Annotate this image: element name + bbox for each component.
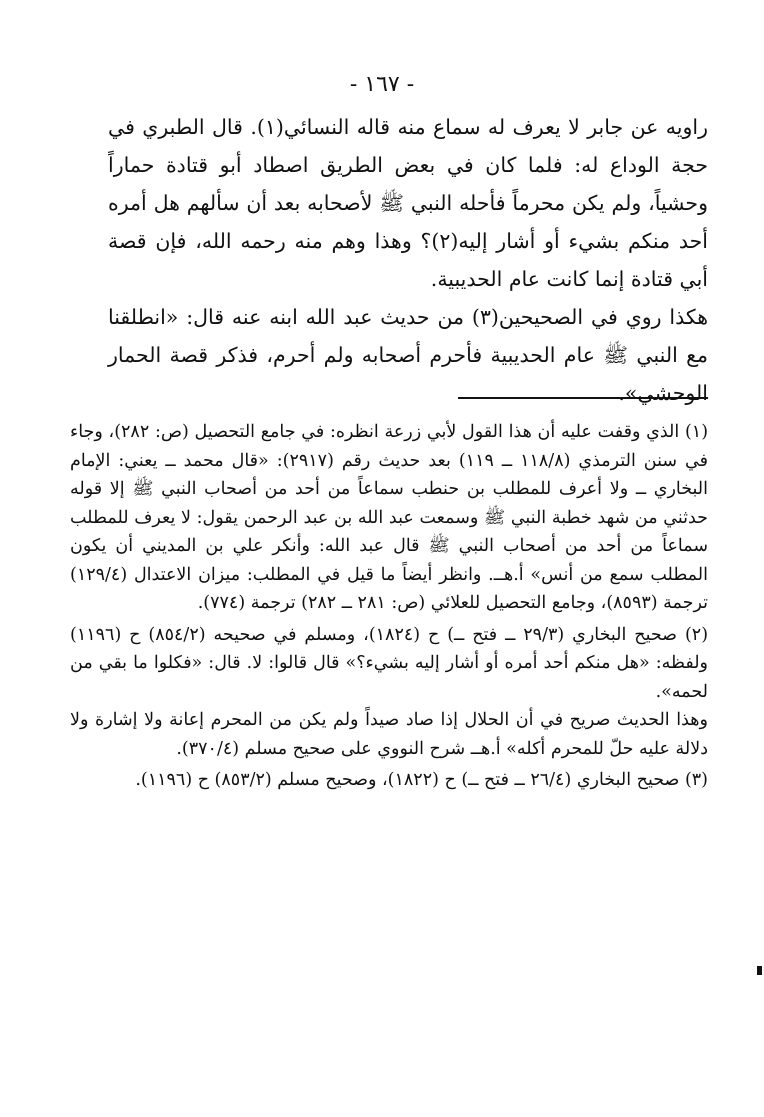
footnote-2-text: (٢) صحيح البخاري (٢٩/٣ ــ فتح ــ) ح (١٨٢٤)، ومسلم في صحيحه (٨٥٤/٢) ح (١١٩٦) ولفظه: «هل منكم أحد أمره أو أشار إليه بشيء؟» قال قالوا: لا. قال: «فكلوا ما بقي من لحمه».: [70, 624, 709, 702]
footnote-1: [70, 418, 708, 618]
footnote-1-text: (١) الذي وقفت عليه أن هذا القول لأبي زرعة انظره: في جامع التحصيل (ص: ٢٨٢)، وجاء في سنن الترمذي (١١٨/٨ ــ ١١٩) بعد حديث رقم (٢٩١٧): «قال محمد ــ يعني: الإمام البخاري ــ ولا أعرف للمطلب بن حنطب سماعاً من أحد من أصحاب النبي ﷺ إلا قوله حدثني من شهد خطبة النبي ﷺ وسمعت عبد الله بن عبد الرحمن يقول: لا يعرف للمطلب سماعاً من أحد من أصحاب النبي ﷺ قال عبد الله: وأنكر علي بن المديني أن يكون المطلب سمع من أنس» أ.هــ. وانظر أيضاً ما قيل في المطلب: ميزان الاعتدال (١٢٩/٤) ترجمة (٨٥٩٣)، وجامع التحصيل للعلائي (ص: ٢٨١ ــ ٢٨٢) ترجمة (٧٧٤).: [70, 422, 709, 613]
footnote-3: [70, 766, 708, 795]
page-number: - ١٦٧ -: [349, 72, 415, 97]
footnote-2: [70, 621, 708, 764]
footnote-divider: [458, 397, 708, 399]
footnote-2-continuation: وهذا الحديث صريح في أن الحلال إذا صاد صيداً ولم يكن من المحرم إعانة ولا إشارة ولا دلالة عليه حلّ للمحرم أكله» أ.هــ شرح النووي على صحيح مسلم (٣٧٠/٤).: [70, 710, 708, 759]
main-paragraph-2: هكذا روي في الصحيحين(٣) من حديث عبد الله ابنه عنه قال: «انطلقنا مع النبي ﷺ عام الحديبية فأحرم أصحابه ولم أحرم، فذكر قصة الحمار الوحشي».: [108, 305, 709, 405]
scan-edge-mark: [757, 966, 762, 975]
footnotes: [70, 418, 708, 795]
main-paragraph-1: راويه عن جابر لا يعرف له سماع منه قاله النسائي(١). قال الطبري في حجة الوداع له: فلما كان في بعض الطريق اصطاد أبو قتادة حماراً وحشياً، ولم يكن محرماً فأحله النبي ﷺ لأصحابه بعد أن سألهم هل أمره أحد منكم بشيء أو أشار إليه(٢)؟ وهذا وهم منه رحمه الله، فإن قصة أبي قتادة إنما كانت عام الحديبية.: [108, 115, 709, 291]
main-text: [108, 108, 708, 412]
footnote-3-text: (٣) صحيح البخاري (٢٦/٤ ــ فتح ــ) ح (١٨٢٢)، وصحيح مسلم (٨٥٣/٢) ح (١١٩٦).: [135, 770, 708, 790]
